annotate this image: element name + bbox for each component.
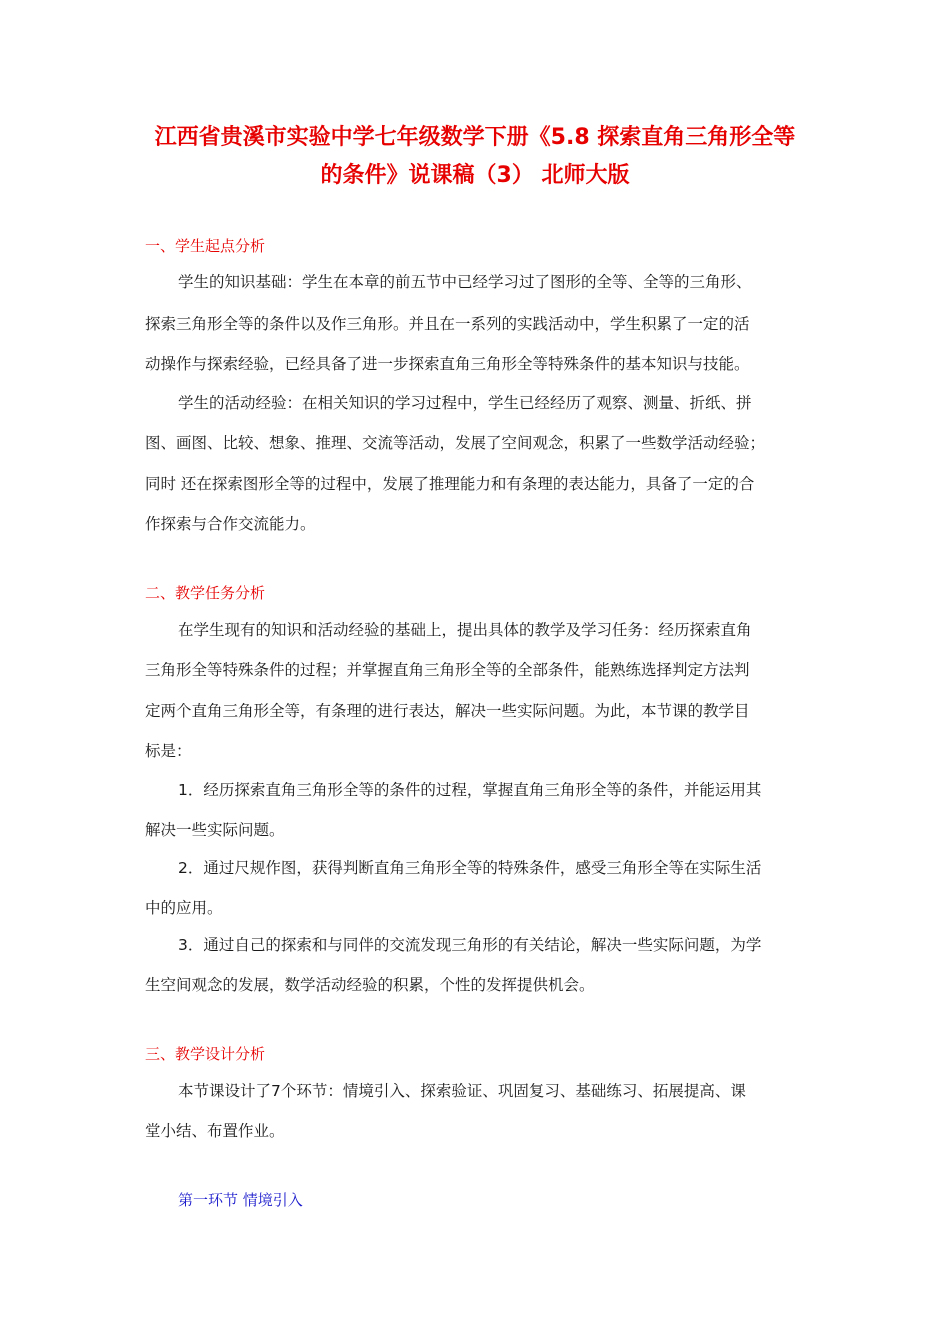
- paragraph-line: 学生的活动经验：在相关知识的学习过程中，学生已经经历了观察、测量、折纸、拼: [178, 394, 752, 412]
- paragraph-line: 探索三角形全等的条件以及作三角形。并且在一系列的实践活动中，学生积累了一定的活: [145, 315, 750, 333]
- document-title-line-2: 的条件》说课稿（3） 北师大版: [320, 163, 630, 188]
- paragraph-line: 标是：: [145, 742, 192, 760]
- objective-3-line: 3．通过自己的探索和与同伴的交流发现三角形的有关结论，解决一些实际问题，为学: [178, 936, 762, 954]
- paragraph-line: 堂小结、布置作业。: [145, 1122, 285, 1140]
- paragraph-line: 三角形全等特殊条件的过程；并掌握直角三角形全等的全部条件，能熟练选择判定方法判: [145, 661, 750, 679]
- objective-2-line: 中的应用。: [145, 899, 223, 917]
- objective-2-line: 2．通过尺规作图，获得判断直角三角形全等的特殊条件，感受三角形全等在实际生活: [178, 859, 762, 877]
- objective-3-line: 生空间观念的发展，数学活动经验的积累，个性的发挥提供机会。: [145, 976, 595, 994]
- paragraph-line: 动操作与探索经验，已经具备了进一步探索直角三角形全等特殊条件的基本知识与技能。: [145, 355, 750, 373]
- paragraph-line: 图、画图、比较、想象、推理、交流等活动，发展了空间观念，积累了一些数学活动经验；: [145, 434, 766, 452]
- paragraph-line: 定两个直角三角形全等，有条理的进行表达，解决一些实际问题。为此，本节课的教学目: [145, 702, 750, 720]
- paragraph-line: 学生的知识基础：学生在本章的前五节中已经学习过了图形的全等、全等的三角形、: [178, 273, 752, 291]
- paragraph-line: 本节课设计了7个环节：情境引入、探索验证、巩固复习、基础练习、拓展提高、课: [178, 1082, 746, 1100]
- paragraph-line: 同时 还在探索图形全等的过程中，发展了推理能力和有条理的表达能力，具备了一定的合: [145, 475, 755, 493]
- paragraph-line: 作探索与合作交流能力。: [145, 515, 316, 533]
- section-heading-task-analysis: 二、教学任务分析: [145, 584, 266, 602]
- section-heading-student-analysis: 一、学生起点分析: [145, 237, 266, 255]
- objective-1-line: 1．经历探索直角三角形全等的条件的过程，掌握直角三角形全等的条件，并能运用其: [178, 781, 762, 799]
- document-title-line-1: 江西省贵溪市实验中学七年级数学下册《5.8 探索直角三角形全等: [154, 125, 796, 150]
- section-heading-design-analysis: 三、教学设计分析: [145, 1045, 266, 1063]
- subsection-heading-step-1: 第一环节 情境引入: [178, 1191, 303, 1209]
- paragraph-line: 在学生现有的知识和活动经验的基础上，提出具体的教学及学习任务：经历探索直角: [178, 621, 752, 639]
- objective-1-line: 解决一些实际问题。: [145, 821, 285, 839]
